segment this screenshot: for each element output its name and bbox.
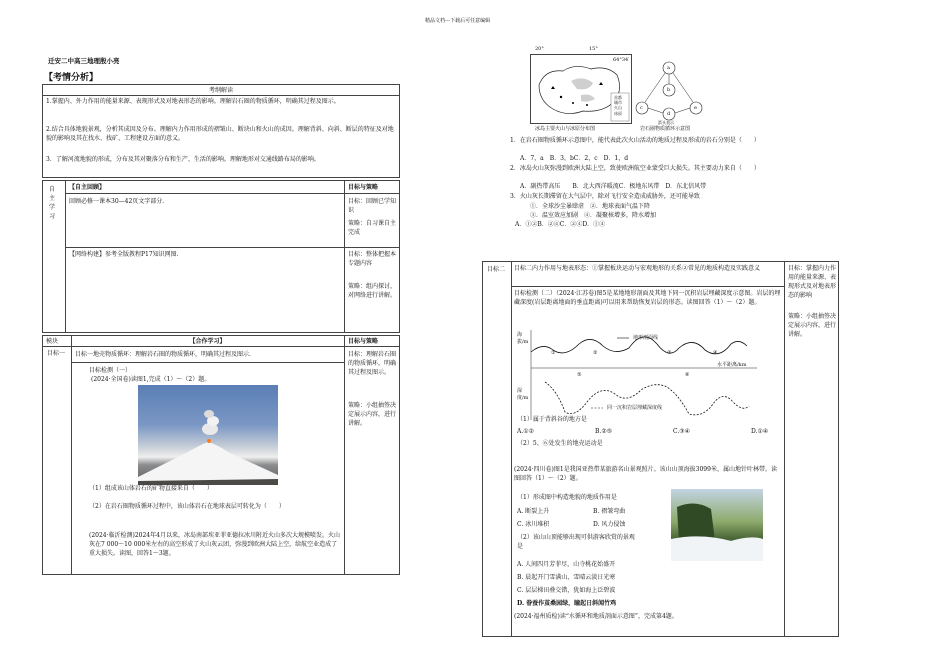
point-1: ① [551,350,556,356]
strategy1: 策略：自习课自主完成 [348,220,397,236]
strategy2: 策略：组内探讨，对网络进行讲解。 [348,283,397,299]
terrain-legend: 地形剖面线 [633,335,659,341]
iceland-passage: (2024·临沂检测)2024年4月以来，冰岛南部埃亚菲亚德拉冰川附近火山多次大规模喷发。火山灰在7 000～10 000米左右的高空形成了火山灰云团，弥漫到欧洲大陆上空，给航空业造成了重大损失。读图，回答1～3题。 [89,532,340,557]
mountain-shape [671,489,763,561]
y-axis-top-label: 海拔/m [517,332,529,345]
question-2: （2）在岩石圈物质循环过程中，该山体岩石在地球表层可转化为（ ） [89,503,285,510]
point-2: ② [593,350,598,356]
y-axis-bottom-label: 深度/m [517,388,529,401]
iceland-q1: 1．在岩石圈物质循环示意图中，能代表此次火山活动的地质过程及形成的岩石分别是（ ） [510,137,760,144]
goal1: 目标：回顾已学知识 [348,198,397,214]
cooperative-goal-header: 目标与策略 [348,338,379,345]
p2-q1-opt-a: A. 断裂上升 [517,508,550,515]
section-analysis-heading: 【考情分析】 [44,73,99,83]
target2-title: 目标二内力作用与地表形态：①掌握板块运动与宏观地形的关系②常见的地质构造及实践意义 [514,265,761,272]
legend-volcano: 火山 [614,105,622,111]
kaogang-table [42,84,400,178]
target1-label: 目标一 [47,350,66,357]
cycle-label-a: a [667,65,670,71]
legend-city: 城市 [614,100,622,106]
p2-question-1: （1）形成图中构造地貌的地质作用是 [517,494,617,501]
kaogang-item-2: 2.结合具体地貌景观，分析其成因及分布。理解内力作用形成的褶皱山、断块山和火山的成因。理解背斜、向斜、断层的特征及对地貌的影响及其在找水、找矿、工程建设方面的意义。 [46,126,394,142]
cycle-note: 箭头表示 [658,120,674,125]
p2-q2-opt-a: A. 人间四月芳菲尽，山寺桃花始盛开 [517,561,616,568]
sub-q1-opt-a: A.①② [517,428,534,435]
cycle-label-b: b [667,87,671,93]
check1-title: 目标检测（一） [89,367,132,374]
mountain-photo [671,489,763,561]
iceland-q3-sub1: ①．全球沙尘暴肆虐 ②．地球表面气温下降 [530,203,651,210]
iceland-map [530,46,632,124]
autonomous-table [42,180,400,333]
target1-text: 目标一地壳物质循环：理解岩石圈的物质循环，明确其过程及图示. [75,351,251,358]
fuzhou-passage: (2024·福州质检)读“水循环和地质剖面示意图”，完成第4题。 [514,613,678,620]
point-3: ③ [667,350,672,356]
fig-caption-right: 岩石圈物质循环示意图 [640,126,691,132]
map-lon-2: 15° [589,46,598,52]
legend-capital: 首都 [614,95,622,100]
map-lat: 64°34′ [613,57,630,63]
sub-q1-opt-c: C.③④ [673,428,691,435]
sichuan-passage: (2024·四川卷)图1是我国亚热带某旅游名山景观照片。该山山顶海拔3099米，属山地针叶林带。读图回答（1）～（2）题。 [514,466,777,482]
kaogang-header: 考纲解读 [208,87,233,94]
volcano-shape [138,385,278,485]
p2-q2-opt-b: B. 晨起开门雪满山，雪晴云淡日光寒 [517,574,616,581]
network-title: 【网络构建】参考全版教程P17知识网图. [69,251,179,258]
cycle-label-d: d [667,111,671,117]
rock-cycle-diagram [632,56,707,126]
kaogang-item-3: 3．了解河流地貌的形成，分布及其对聚落分布和生产、生活的影响。理解地形对交通线路布局的影响。 [46,156,320,163]
cooperative-table [42,335,400,575]
fig-caption-left: 冰岛主要火山与冰原分布图 [535,126,596,132]
review-text: 回顾必修一课本30—42页文字部分. [69,198,165,205]
target2-table [482,261,839,637]
iceland-q2-options: A．副热带高压 B．北大西洋暖流C．极地东风带 D．东北信风带 [520,183,707,190]
iceland-q3-options: A．①②B．②④C．②④D．①④ [515,221,606,228]
sub-q1-opt-d: D.①④ [751,428,769,435]
autonomous-module-label: 自主学习 [49,186,56,220]
p2-q1-opt-d: D. 风力侵蚀 [593,521,626,528]
iceland-q3-sub2: ③．温室效应加剧 ④．凝聚核增多，降水增加 [530,212,657,219]
p2-q2-opt-c: C. 层层梯田叠交错，犹如海上泛碧波 [517,587,616,594]
header-note: 精品文档---下载后可任意编辑 [425,18,491,24]
p2-q1-opt-c: C. 冰川堆积 [517,521,550,528]
iceland-q3: 3．火山灰长期滞留在大气层中，除对飞行安全造成威胁外，还可能导致 [510,193,700,200]
map-legend [614,95,622,116]
module-col-header: 模块 [46,338,59,345]
kaogang-item-1: 1.掌握内、外力作用的能量来源、表现形式及对地表形态的影响。理解岩石圈的物质循环，明确其过程及图示。 [46,98,340,105]
review-title: 【自主回顾】 [69,184,106,191]
sub-question-1: （1）属于背斜谷的地方是 [517,416,587,423]
map-lon-1: 20° [535,46,544,52]
target2-strategy: 策略：小组抽签决定展示内容，进行讲解。 [788,313,837,338]
legend-icefield: 冰原 [614,110,622,116]
target1-strategy: 策略：小组抽签决定展示内容，进行讲解。 [348,402,397,427]
p2-q1-opt-b: B. 褶皱弯曲 [593,508,626,515]
iceland-q2: 2．冰岛火山灰弥漫到欧洲大陆上空，致使欧洲航空业蒙受巨大损失。其主要动力来自（ ） [510,165,760,172]
target2-goal: 目标：掌握内力作用的能量来源、表现形式及对地表形态的影响 [788,265,837,299]
sub-question-2: （2）5、⑥处发生的地壳运动是 [517,440,603,447]
x-axis-label: 水平距离/km [717,362,747,368]
check1-source: (2024·全国卷)读图1,完成（1）～（2）题。 [91,376,211,383]
depth-legend: 同一沉积岩层埋藏深度线 [607,405,663,411]
check2-intro: 目标检测（二）（2024·江苏卷)图5是某地地形剖面及其地下同一沉积岩层埋藏深度示意图。岩层的埋藏深度(岩层距离地面的垂直距离)可以用来帮助恢复岩层的形态。读图回答（1）～（2）题。 [514,290,781,306]
p2-question-2: （2）该山山顶能够出现可供游客欣赏的景观是 [517,534,635,550]
cycle-label-e: e [694,105,697,111]
point-5: ⑤ [577,372,582,378]
page-title: 迁安二中高三地理殷小亮 [48,57,120,65]
question-1: （1）组成该山体岩石的矿物直接来自（ ） [89,485,213,492]
goal-header: 目标与策略 [348,184,379,191]
target1-goal: 目标：理解岩石圈的物质循环，明确其过程及图示。 [348,351,397,376]
profile-chart [517,324,779,424]
goal2: 目标：整体把握本专题内容 [348,251,397,267]
cooperative-title: 【合作学习】 [189,338,226,345]
point-4: ④ [713,350,718,356]
iceland-q1-options: A．7，a B．3，bC．2，c D．1，d [520,155,629,162]
point-6: ⑥ [685,372,690,378]
volcano-photo [138,385,278,485]
sub-q1-opt-b: B.②⑤ [595,428,613,435]
target2-label: 目标二 [487,266,506,273]
cycle-label-c: c [640,105,643,111]
p2-q2-opt-d: D. 眷蚕作茧桑园绿，瞳起日斜闻竹鸡 [517,600,617,607]
